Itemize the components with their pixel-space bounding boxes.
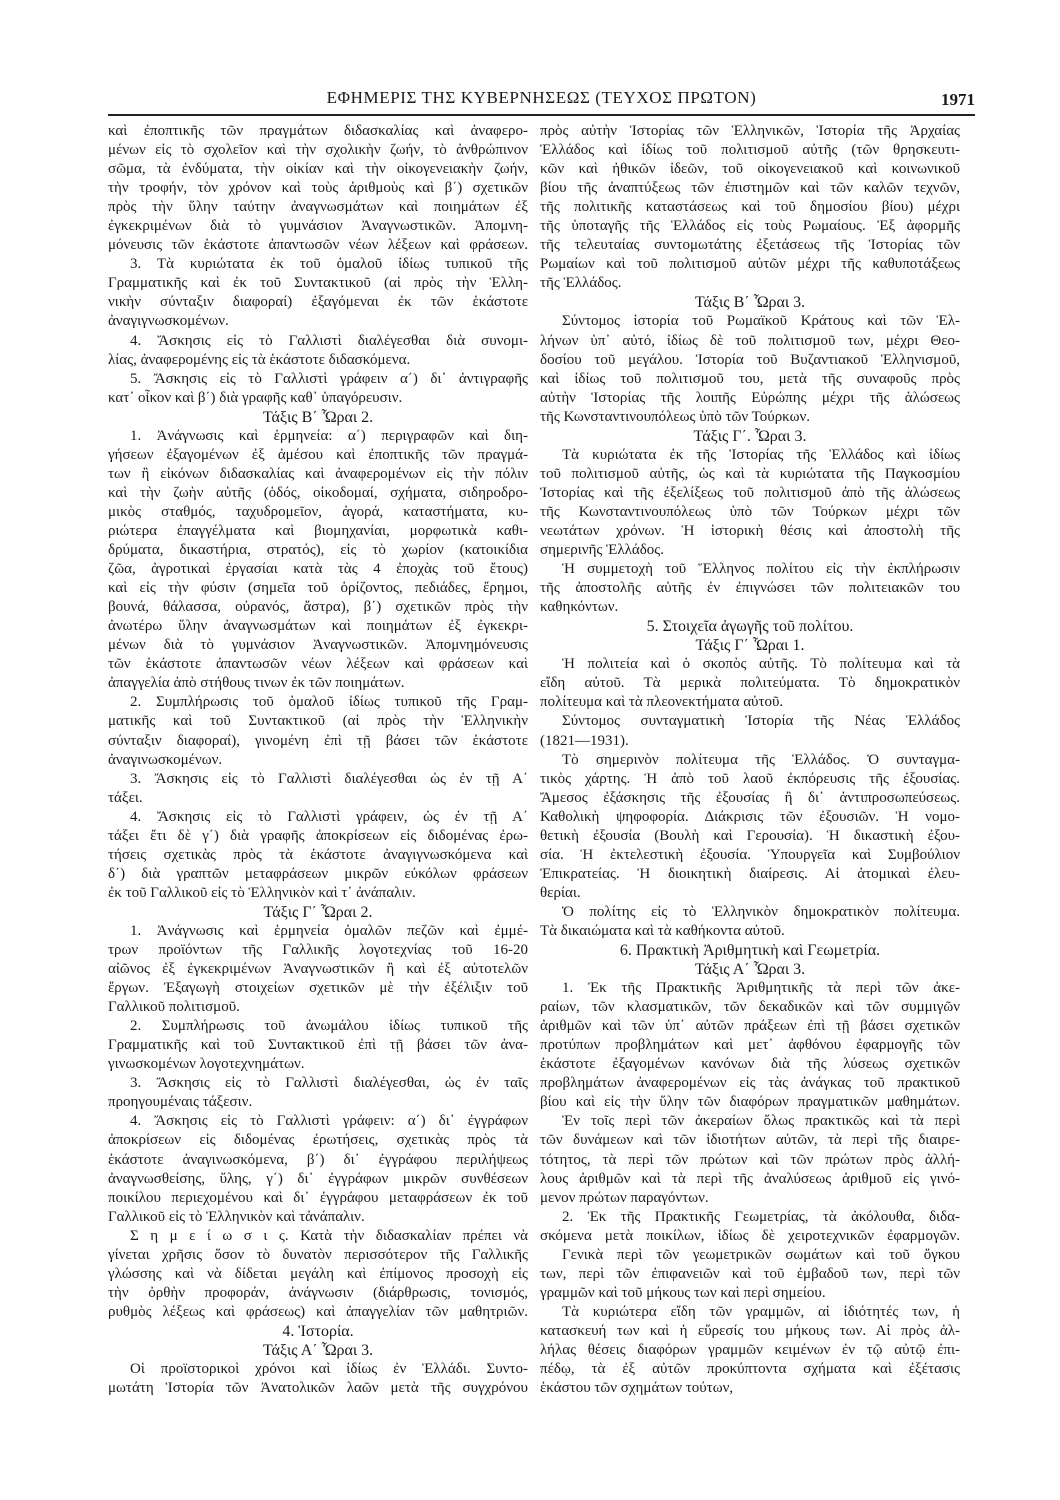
text-line: Ἡ συμμετοχὴ τοῦ Ἕλληνος πολίτου εἰς τὴν ἐκπλήρωσιν [562, 561, 960, 578]
text-line: πολίτευμα καὶ τὰ πλεονεκτήματα αὐτοῦ. [540, 694, 784, 711]
section-heading: Τάξις Β΄ Ὧραι 3. [694, 294, 806, 312]
text-line: αἰῶνος ἐξ ἐγκεκριμένων Ἀναγνωστικῶν ἢ καὶ ἐξ αὐτοτελῶν [108, 961, 528, 978]
text-line: γραμμῶν καὶ τοῦ μήκους των καὶ περὶ σημείου. [540, 1284, 826, 1301]
text-line: σύνταξιν διαφοραί), γινομένη ἐπὶ τῇ βάσει τῶν ἑκάστοτε [108, 732, 528, 749]
text-line: τῶν δυνάμεων καὶ τῶν ἰδιοτήτων αὐτῶν, τὰ περὶ τῆς διαιρε- [540, 1132, 960, 1149]
text-line: Γαλλικοῦ πολιτισμοῦ. [108, 999, 240, 1016]
text-line: Οἱ προϊστορικοὶ χρόνοι καὶ ἰδίως ἐν Ἑλλάδι. Συντο- [130, 1361, 528, 1378]
text-line: βίου τῆς ἀναπτύξεως τῶν ἐπιστημῶν καὶ τῶν καλῶν τεχνῶν, [540, 180, 960, 197]
text-line: πέδῳ, τὰ ἐξ αὐτῶν προκύπτοντα σχήματα καὶ ἐξέτασις [540, 1361, 960, 1378]
text-line: Ἐπικρατείας. Ἡ διοικητικὴ διαίρεσις. Αἱ ἀτομικαὶ ἐλευ- [540, 865, 960, 882]
text-line: τῆς ἀποστολῆς αὐτῆς ἐν ἐπιγνώσει τῶν πολιτειακῶν του [540, 580, 960, 597]
text-line: 1. Ἀνάγνωσις καὶ ἑρμηνεία ὁμαλῶν πεζῶν καὶ ἐμμέ- [130, 922, 528, 939]
text-line: πρὸς τὴν ὕλην ταύτην ἀναγνωσμάτων καὶ ποιημάτων ἐξ [108, 199, 528, 216]
text-line: 4. Ἄσκησις εἰς τὸ Γαλλιστὶ γράφειν, ὡς ἐν τῇ Α΄ [130, 808, 528, 825]
text-line: τῆς Κωνσταντινουπόλεως ὑπὸ τῶν Τούρκων μέχρι τῶν [540, 503, 960, 520]
text-line: 1. Ἀνάγνωσις καὶ ἑρμηνεία: α΄) περιγραφῶν καὶ διη- [130, 427, 528, 444]
text-line: ἀναγνωσθείσης, ὕλης, γ΄) δι᾿ ἐγγράφων μικρῶν συνθέσεων [108, 1170, 528, 1187]
text-line: κατασκευή των καὶ ἡ εὕρεσίς του μήκους των. Αἱ πρὸς ἀλ- [540, 1322, 960, 1339]
section-heading: 4. Ἱστορία. [282, 1322, 354, 1340]
text-line: ἔργων. Ἐξαγωγὴ στοιχείων σχετικῶν μὲ τὴν ἐξέλιξιν τοῦ [108, 980, 528, 997]
text-line: τότητος, τὰ περὶ τῶν πρώτων καὶ τῶν πρώτων πρὸς ἀλλή- [540, 1151, 960, 1168]
text-line: γίνεται χρῆσις ὅσον τὸ δυνατὸν περισσότερον τῆς Γαλλικῆς [108, 1246, 528, 1263]
section-heading: Τάξις Α΄ Ὧραι 3. [694, 961, 806, 979]
text-line: Ἑλλάδος καὶ ἰδίως τοῦ πολιτισμοῦ αὐτῆς (τῶν θρησκευτι- [540, 142, 960, 159]
text-line: ματικῆς καὶ τοῦ Συντακτικοῦ (αἱ πρὸς τὴν Ἑλληνικὴν [108, 713, 528, 730]
text-line: μικὸς σταθμός, ταχυδρομεῖον, ἀγορά, καταστήματα, κυ- [108, 503, 528, 520]
page-number: 1971 [941, 90, 975, 109]
text-line: Τὰ κυριώτατα ἐκ τῆς Ἱστορίας τῆς Ἑλλάδος καὶ ἰδίως [562, 446, 960, 463]
text-line: λους ἀριθμῶν καὶ τὰ περὶ τῆς ἀναλύσεως ἀριθμοῦ εἰς γινό- [540, 1170, 960, 1187]
text-line: 4. Ἄσκησις εἰς τὸ Γαλλιστὶ γράφειν: α΄) δι᾿ ἐγγράφων [130, 1113, 528, 1130]
text-line: αὐτὴν Ἱστορίας τῆς λοιπῆς Εὐρώπης μέχρι τῆς ἁλώσεως [540, 389, 960, 406]
text-line: 1. Ἐκ τῆς Πρακτικῆς Ἀριθμητικῆς τὰ περὶ τῶν ἀκε- [562, 980, 960, 997]
text-line: Γραμματικῆς καὶ ἐκ τοῦ Συντακτικοῦ (αἱ πρὸς τὴν Ἑλλη- [108, 275, 528, 292]
text-line: μωτάτη Ἱστορία τῶν Ἀνατολικῶν λαῶν μετὰ τῆς συγχρόνου [108, 1380, 528, 1397]
text-line: ἀνωτέρω ὕλην ἀναγνωσμάτων καὶ ποιημάτων ἐξ ἐγκεκρι- [108, 618, 528, 635]
section-heading: Τάξις Γ΄ Ὧραι 2. [263, 903, 373, 921]
text-line: Ρωμαίων καὶ τοῦ πολιτισμοῦ αὐτῶν μέχρι τῆς καθυποτάξεως [540, 256, 960, 273]
text-line: γήσεων ἐξαγομένων ἐξ ἀμέσου καὶ ἐποπτικῆς τῶν πραγμά- [108, 446, 528, 463]
text-line: θερίαι. [540, 884, 581, 901]
text-line: καὶ ἐποπτικῆς τῶν πραγμάτων διδασκαλίας καὶ ἀναφερο- [108, 123, 528, 139]
text-line: ἀναγιγνωσκομένων. [108, 313, 229, 330]
text-line: Τὸ σημερινὸν πολίτευμα τῆς Ἑλλάδος. Ὁ συνταγμα- [562, 751, 960, 768]
text-line: κῶν καὶ ἠθικῶν ἰδεῶν, τοῦ οἰκογενειακοῦ καὶ κοινωνικοῦ [540, 161, 960, 178]
text-line: σημερινῆς Ἑλλάδος. [540, 542, 664, 559]
text-line: τὴν τροφήν, τὸν χρόνον καὶ τοὺς ἀριθμοὺς καὶ β΄) σχετικῶν [108, 180, 528, 197]
text-line: τῶν ἑκάστοτε ἀπαντωσῶν νέων λέξεων καὶ φράσεων καὶ [108, 656, 528, 673]
text-line: τῆς ὑποταγῆς τῆς Ἑλλάδος εἰς τοὺς Ρωμαίους. Ἐξ ἀφορμῆς [540, 218, 960, 235]
text-line: ἑκάστου τῶν σχημάτων τούτων, [540, 1380, 734, 1397]
text-line: προβλημάτων ἀναφερομένων εἰς τὰς ἀνάγκας τοῦ πρακτικοῦ [540, 1075, 960, 1092]
text-line: δοσίου τοῦ μεγάλου. Ἱστορία τοῦ Βυζαντιακοῦ Ἑλληνισμοῦ, [540, 351, 960, 368]
text-line: προηγουμέναις τάξεσιν. [108, 1094, 253, 1111]
text-line: Καθολικὴ ψηφοφορία. Διάκρισις τῶν ἐξουσιῶν. Ἡ νομο- [540, 808, 960, 825]
text-line: ραίων, τῶν κλασματικῶν, τῶν δεκαδικῶν καὶ τῶν συμμιγῶν [540, 999, 960, 1016]
text-line: τρων προϊόντων τῆς Γαλλικῆς λογοτεχνίας τοῦ 16-20 [108, 942, 528, 959]
text-line: 4. Ἄσκησις εἰς τὸ Γαλλιστὶ διαλέγεσθαι διὰ συνομι- [130, 332, 528, 349]
section-heading: Τάξις Γ΄. Ὧραι 3. [693, 427, 807, 445]
text-line: τῆς τελευταίας συντομωτάτης ἐξετάσεως τῆς Ἱστορίας τῶν [540, 237, 960, 254]
text-line: καὶ ἰδίως τοῦ πολιτισμοῦ του, μετὰ τῆς συναφοῦς πρὸς [540, 370, 960, 387]
text-line: ἀπαγγελία ἀπὸ στήθους τινων ἐκ τῶν ποιημάτων. [108, 675, 405, 692]
text-line: σῶμα, τὰ ἐνδύματα, τὴν οἰκίαν καὶ τὴν οἰκογενειακὴν ζωήν, [108, 161, 528, 178]
text-line: καὶ τὴν ζωὴν αὐτῆς (ὁδός, οἰκοδομαί, σχήματα, σιδηροδρο- [108, 484, 528, 501]
text-line: Ἱστορίας καὶ τῆς ἐξελίξεως τοῦ πολιτισμοῦ ἀπὸ τῆς ἁλώσεως [540, 484, 960, 501]
text-line: τῆς Ἑλλάδος. [540, 275, 622, 292]
text-line: λίας, ἀναφερομένης εἰς τὰ ἑκάστοτε διδασκόμενα. [108, 351, 411, 368]
text-line: προτύπων προβλημάτων καὶ μετ᾿ ἀφθόνου ἐφαρμογῆς τῶν [540, 1037, 960, 1054]
text-line: μενον πρώτων παραγόντων. [540, 1189, 709, 1206]
text-line: σία. Ἡ ἐκτελεστικὴ ἐξουσία. Ὑπουργεῖα καὶ Συμβούλιον [540, 846, 960, 863]
text-line: θετικὴ ἐξουσία (Βουλὴ καὶ Γερουσία). Ἡ δικαστικὴ ἐξου- [540, 827, 960, 844]
text-line: τῆς Κωνσταντινουπόλεως ὑπὸ τῶν Τούρκων. [540, 408, 811, 425]
text-line: Σύντομος συνταγματικὴ Ἱστορία τῆς Νέας Ἑλλάδος [562, 713, 960, 730]
text-line: δρύματα, δικαστήρια, στρατός), εἰς τὸ χωρίον (κατοικίδια [108, 542, 528, 559]
text-line: καθηκόντων. [540, 599, 619, 616]
text-line: βουνά, θάλασσα, οὐρανός, ἄστρα), β΄) σχετικῶν πρὸς τὴν [108, 599, 528, 616]
text-line: Ἐν τοῖς περὶ τῶν ἀκεραίων ὅλως πρακτικῶς καὶ τὰ περὶ [562, 1113, 960, 1130]
section-heading: 5. Στοιχεῖα ἀγωγῆς τοῦ πολίτου. [646, 618, 854, 636]
text-line: νεωτάτων χρόνων. Ἡ ἱστορικὴ θέσις καὶ ἀποστολὴ τῆς [540, 522, 960, 539]
text-line: κατ᾿ οἶκον καὶ β΄) διὰ γραφῆς καθ᾿ ὑπαγόρευσιν. [108, 389, 403, 406]
text-line: Ὁ πολίτης εἰς τὸ Ἑλληνικὸν δημοκρατικὸν πολίτευμα. [562, 903, 960, 920]
text-line: δ΄) διὰ γραπτῶν μεταφράσεων μικρῶν εὐκόλων φράσεων [108, 865, 528, 882]
text-line: τήσεις σχετικὰς πρὸς τὰ ἑκάστοτε ἀναγιγνωσκόμενα καὶ [108, 846, 528, 863]
text-line: τοῦ πολιτισμοῦ αὐτῆς, ὡς καὶ τὰ κυριώτατα τῆς Παγκοσμίου [540, 465, 960, 482]
text-line: ρυθμὸς λέξεως καὶ φράσεως) καὶ ἀπαγγελίαν τῶν μαθητριῶν. [108, 1303, 528, 1320]
text-line: Ἄμεσος ἐξάσκησις τῆς ἐξουσίας ἢ δι᾿ ἀντιπροσωπεύσεως. [540, 789, 960, 806]
text-line: Ἡ πολιτεία καὶ ὁ σκοπὸς αὐτῆς. Τὸ πολίτευμα καὶ τὰ [562, 656, 960, 673]
text-line: πρὸς αὐτὴν Ἱστορίας τῶν Ἑλληνικῶν, Ἱστορία τῆς Ἀρχαίας [540, 123, 960, 139]
text-line: 2. Συμπλήρωσις τοῦ ἀνωμάλου ἰδίως τυπικοῦ τῆς [130, 1018, 528, 1035]
text-line: μένων διὰ τὸ γυμνάσιον Ἀναγνωστικῶν. Ἀπομνημόνευσις [108, 637, 528, 654]
text-line: τάξει. [108, 789, 143, 806]
text-line: ἀναγινωσκομένων. [108, 751, 223, 768]
text-line: Τὰ δικαιώματα καὶ τὰ καθήκοντα αὐτοῦ. [540, 922, 785, 939]
text-line: των ἢ εἰκόνων διδασκαλίας καὶ ἀναφερομένων εἰς τὴν πόλιν [108, 465, 528, 482]
text-line: Σύντομος ἱστορία τοῦ Ρωμαϊκοῦ Κράτους καὶ τῶν Ἑλ- [562, 313, 960, 330]
text-line: ἐκ τοῦ Γαλλικοῦ εἰς τὸ Ἑλληνικὸν καὶ τ᾿ ἀνάπαλιν. [108, 884, 416, 901]
text-line: ἑκάστοτε ἐξαγομένων κανόνων διὰ τῆς λύσεως σχετικῶν [540, 1056, 960, 1073]
text-line: ἑκάστοτε ἀναγινωσκόμενα, β΄) δι᾿ ἐγγράφου περιλήψεως [108, 1151, 528, 1168]
text-line: εἴδη αὐτοῦ. Τὰ μερικὰ πολιτεύματα. Τὸ δημοκρατικὸν [540, 675, 960, 692]
text-line: 2. Ἐκ τῆς Πρακτικῆς Γεωμετρίας, τὰ ἀκόλουθα, διδα- [562, 1208, 960, 1225]
section-heading: 6. Πρακτικὴ Ἀριθμητικὴ καὶ Γεωμετρία. [619, 942, 881, 960]
text-line: 2. Συμπλήρωσις τοῦ ὁμαλοῦ ἰδίως τυπικοῦ τῆς Γραμ- [130, 694, 528, 711]
text-line: Γαλλικοῦ εἰς τὸ Ἑλληνικὸν καὶ τἀνάπαλιν. [108, 1208, 365, 1225]
text-line: τικὸς χάρτης. Ἡ ἀπὸ τοῦ λαοῦ ἐκπόρευσις τῆς ἐξουσίας. [540, 770, 960, 787]
text-line: 3. Ἄσκησις εἰς τὸ Γαλλιστὶ διαλέγεσθαι, ὡς ἐν ταῖς [130, 1075, 528, 1092]
text-line: 3. Τὰ κυριώτατα ἐκ τοῦ ὁμαλοῦ ἰδίως τυπικοῦ τῆς [130, 256, 528, 273]
text-line: μένων εἰς τὸ σχολεῖον καὶ τὴν σχολικὴν ζωήν, τὸ ἀνθρώπινον [108, 142, 528, 159]
text-line: τάξει ἔτι δὲ γ΄) διὰ γραφῆς ἀποκρίσεων εἰς διδομένας ἐρω- [108, 827, 528, 844]
text-line: σκόμενα μετὰ ποικίλων, ἰδίως δὲ χειροτεχνικῶν ἐφαρμογῶν. [540, 1227, 960, 1244]
text-line: ζῶα, ἀγροτικαὶ ἐργασίαι κατὰ τὰς 4 ἐποχὰς τοῦ ἔτους) [108, 561, 528, 578]
text-line: 3. Ἄσκησις εἰς τὸ Γαλλιστὶ διαλέγεσθαι ὡς ἐν τῇ Α΄ [130, 770, 528, 787]
text-line: τὴν ὀρθὴν προφοράν, ἀνάγνωσιν (διάρθρωσις, τονισμός, [108, 1284, 528, 1301]
text-line: Τὰ κυριώτερα εἴδη τῶν γραμμῶν, αἱ ἰδιότητές των, ἡ [562, 1303, 960, 1320]
text-line: βίου καὶ εἰς τὴν ὕλην τῶν διαφόρων πραγματικῶν μαθημάτων. [540, 1094, 960, 1111]
text-line: Γραμματικῆς καὶ τοῦ Συντακτικοῦ ἐπὶ τῇ βάσει τῶν ἀνα- [108, 1037, 528, 1054]
text-line: νικὴν σύνταξιν διαφοραί) ἐξαγόμεναι ἐκ τῶν ἑκάστοτε [108, 294, 528, 311]
text-line: λήνων ὑπ᾿ αὐτό, ἰδίως δὲ τοῦ πολιτισμοῦ των, μέχρι Θεο- [540, 332, 960, 349]
text-line: γινωσκομένων λογοτεχνημάτων. [108, 1056, 305, 1073]
text-line: ἀριθμῶν καὶ τῶν ὑπ᾿ αὐτῶν πράξεων ἐπὶ τῇ βάσει σχετικῶν [540, 1018, 960, 1035]
text-line: 5. Ἄσκησις εἰς τὸ Γαλλιστὶ γράφειν α΄) δι᾿ ἀντιγραφῆς [130, 370, 528, 387]
gazette-title: ΕΦΗΜΕΡΙΣ ΤΗΣ ΚΥΒΕΡΝΗΣΕΩΣ (ΤΕΥΧΟΣ ΠΡΩΤΟΝ) [326, 88, 757, 107]
header-rule [108, 114, 975, 116]
left-column [108, 122, 528, 1398]
text-line: καὶ εἰς τὴν φύσιν (σημεῖα τοῦ ὁρίζοντος, πεδιάδες, ἔρημοι, [108, 580, 528, 597]
text-line: μόνευσις τῶν ἑκάστοτε ἀπαντωσῶν νέων λέξεων καὶ φράσεων. [108, 237, 528, 254]
text-line: των, περὶ τῶν ἐπιφανειῶν καὶ τοῦ ἐμβαδοῦ των, περὶ τῶν [540, 1265, 960, 1282]
text-line: ποικίλου περιεχομένου καὶ δι᾿ ἐγγράφου μεταφράσεων ἐκ τοῦ [108, 1189, 528, 1206]
text-line: ριώτερα ἐπαγγέλματα καὶ βιομηχανίαι, μορφωτικὰ καθι- [108, 522, 528, 539]
section-heading: Τάξις Β΄ Ὧραι 2. [262, 408, 374, 426]
text-line: Γενικὰ περὶ τῶν γεωμετρικῶν σωμάτων καὶ τοῦ ὄγκου [562, 1246, 960, 1263]
text-line: ἐγκεκριμένων διὰ τὸ γυμνάσιον Ἀναγνωστικῶν. Ἀπομνη- [108, 218, 528, 235]
text-line: Σ η μ ε ί ω σ ι ς. Κατὰ τὴν διδασκαλίαν πρέπει νὰ [130, 1227, 528, 1244]
text-line: γλώσσης καὶ νὰ δίδεται μεγάλη καὶ ἐπίμονος προσοχὴ εἰς [108, 1265, 528, 1282]
text-line: ἀποκρίσεων εἰς διδομένας ἐρωτήσεις, σχετικὰς πρὸς τὰ [108, 1132, 528, 1149]
right-column [540, 122, 960, 1398]
section-heading: Τάξις Γ΄ Ὧραι 1. [695, 637, 805, 655]
text-line: τῆς πολιτικῆς καταστάσεως καὶ τοῦ δημοσίου βίου) μέχρι [540, 199, 960, 216]
section-heading: Τάξις Α΄ Ὧραι 3. [262, 1342, 374, 1359]
text-line: (1821—1931). [540, 732, 629, 749]
page-header [108, 88, 975, 112]
text-line: λήλας θέσεις διαφόρων γραμμῶν κειμένων ἐν τῷ αὐτῷ ἐπι- [540, 1342, 960, 1358]
